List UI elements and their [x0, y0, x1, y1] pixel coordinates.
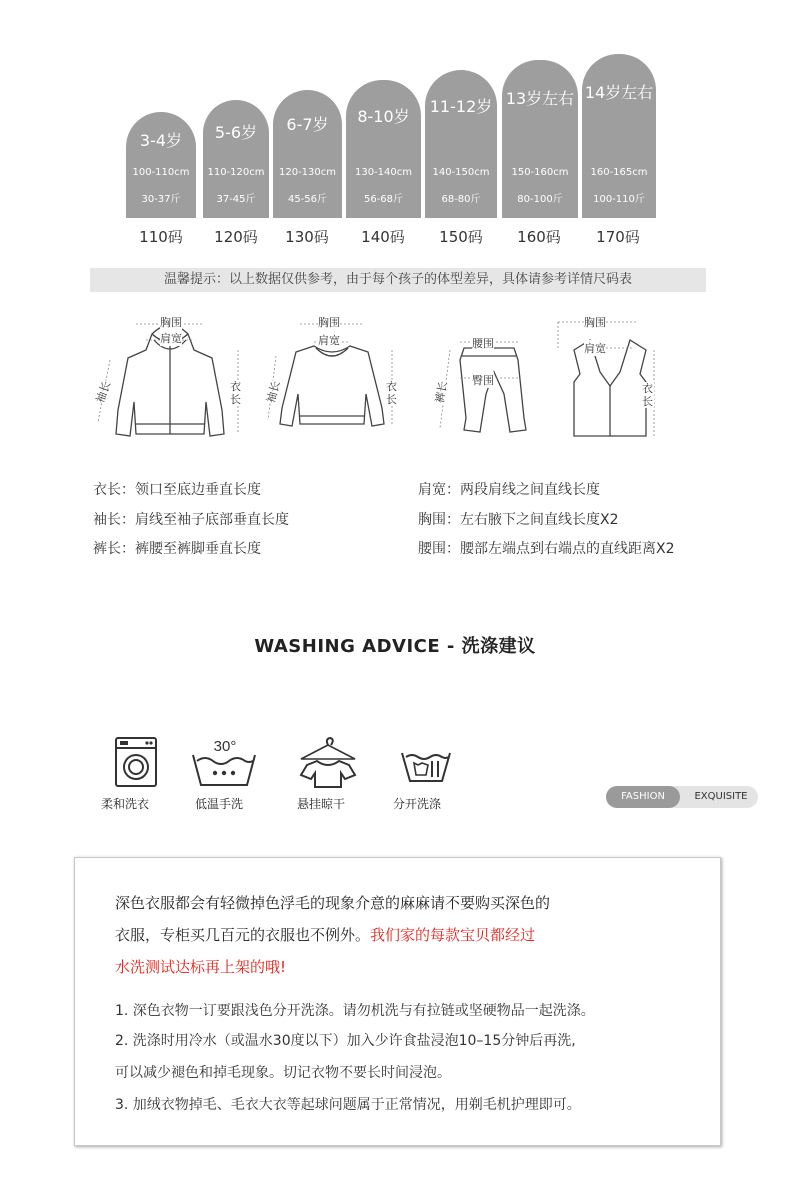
hoodie-diagram	[90, 310, 250, 450]
size-weight: 30-37斤	[141, 194, 181, 205]
care-label: 悬挂晾干	[296, 797, 345, 811]
chest-label: 胸围	[160, 316, 182, 329]
size-height: 130-140cm	[354, 167, 413, 178]
chest-label: 胸围	[318, 316, 340, 329]
size-weight: 100-110斤	[593, 194, 645, 205]
def-sleeve: 袖长：肩线至袖子底部垂直长度	[93, 512, 289, 528]
chest-label: 胸围	[584, 316, 606, 329]
size-bar-3	[273, 90, 342, 218]
care-label: 柔和洗衣	[100, 797, 149, 811]
pill-fashion: FASHION	[606, 786, 680, 808]
size-code: 130码	[285, 228, 329, 246]
size-tip-banner: 温馨提示：以上数据仅供参考，由于每个孩子的体型差异，具体请参考详情尺码表	[90, 268, 706, 292]
notice-item-2a: 2. 洗涤时用冷水（或温水30度以下）加入少许食盐浸泡10–15分钟后再洗,	[115, 1033, 576, 1049]
pants-diagram	[430, 320, 540, 440]
size-age: 13岁左右	[505, 89, 575, 108]
size-weight: 68-80斤	[441, 194, 481, 205]
sleeve-label: 袖长	[93, 379, 114, 405]
washing-machine-icon	[113, 735, 159, 789]
care-hang-dry	[276, 735, 366, 811]
vest-diagram	[550, 310, 670, 440]
notice-line-3: 水洗测试达标再上架的哦!	[115, 958, 287, 976]
notice-line-2	[115, 924, 535, 945]
def-pants: 裤长：裤腰至裤脚垂直长度	[93, 541, 261, 557]
def-length: 衣长：领口至底边垂直长度	[93, 482, 261, 498]
def-chest: 胸围：左右腋下之间直线长度X2	[418, 512, 619, 528]
size-code: 140码	[361, 228, 405, 246]
care-separate-wash	[372, 735, 462, 811]
size-age: 3-4岁	[139, 131, 183, 150]
fashion-pill	[606, 786, 758, 808]
size-bar-6	[502, 60, 578, 218]
length-label: 衣长	[230, 380, 241, 406]
care-low-temp-wash	[174, 735, 264, 811]
notice-item-3: 3. 加绒衣物掉毛、毛衣大衣等起球问题属于正常情况，用剃毛机护理即可。	[115, 1097, 581, 1113]
size-age: 14岁左右	[584, 83, 654, 102]
pants-length-label: 裤长	[433, 380, 450, 405]
notice-line-2-black: 衣服，专柜买几百元的衣服也不例外。	[115, 926, 371, 944]
shoulder-label: 肩宽	[318, 334, 340, 347]
size-age: 6-7岁	[286, 115, 329, 134]
hip-label: 臀围	[472, 374, 494, 387]
size-height: 140-150cm	[432, 167, 490, 178]
notice-item-1: 1. 深色衣物一订要跟浅色分开洗涤。请勿机洗与有拉链或坚硬物品一起洗涤。	[115, 1003, 595, 1019]
size-height: 150-160cm	[511, 167, 569, 178]
waist-label: 腰围	[472, 337, 494, 350]
shoulder-label: 肩宽	[584, 342, 606, 355]
size-bar-5	[425, 70, 497, 218]
size-code: 170码	[596, 228, 640, 246]
separate-wash-icon	[398, 735, 454, 789]
temp-label: 30°	[213, 738, 237, 755]
size-age: 11-12岁	[429, 97, 493, 116]
pill-exquisite: EXQUISITE	[694, 791, 748, 802]
size-age: 8-10岁	[357, 107, 410, 126]
length-label: 衣长	[386, 380, 397, 406]
notice-box	[74, 857, 721, 1146]
low-temp-wash-icon	[189, 735, 259, 789]
size-code: 160码	[517, 228, 561, 246]
size-weight: 56-68斤	[363, 194, 404, 205]
size-height: 160-165cm	[590, 167, 648, 178]
care-label: 低温手洗	[194, 797, 243, 811]
notice-line-1: 深色衣服都会有轻微掉色浮毛的现象介意的麻麻请不要购买深色的	[115, 894, 551, 912]
care-gentle-wash	[80, 735, 170, 811]
care-label: 分开洗涤	[392, 797, 441, 811]
size-bar-4	[346, 80, 421, 218]
size-weight: 37-45斤	[216, 194, 256, 205]
notice-line-2-red: 我们家的每款宝贝都经过	[370, 926, 536, 944]
sweater-diagram	[262, 310, 402, 440]
length-label: 衣长	[642, 382, 653, 408]
notice-item-2b: 可以减少褪色和掉毛现象。切记衣物不要长时间浸泡。	[115, 1065, 451, 1081]
hanger-dry-icon	[297, 735, 359, 789]
size-code: 110码	[139, 228, 183, 246]
shoulder-label: 肩宽	[160, 332, 182, 345]
size-code: 150码	[439, 228, 483, 246]
size-height: 110-120cm	[207, 167, 265, 178]
sleeve-label: 袖长	[264, 379, 283, 405]
size-weight: 45-56斤	[287, 194, 328, 205]
size-age: 5-6岁	[214, 123, 258, 142]
size-bar-7	[582, 54, 656, 218]
size-bar-1	[126, 112, 196, 218]
size-height: 120-130cm	[278, 167, 337, 178]
washing-title: WASHING ADVICE - 洗涤建议	[254, 636, 536, 657]
size-bar-2	[203, 100, 269, 218]
def-shoulder: 肩宽：两段肩线之间直线长度	[418, 482, 600, 498]
size-code: 120码	[214, 228, 258, 246]
def-waist: 腰围：腰部左端点到右端点的直线距离X2	[418, 541, 675, 557]
size-weight: 80-100斤	[517, 194, 563, 205]
size-height: 100-110cm	[132, 167, 190, 178]
